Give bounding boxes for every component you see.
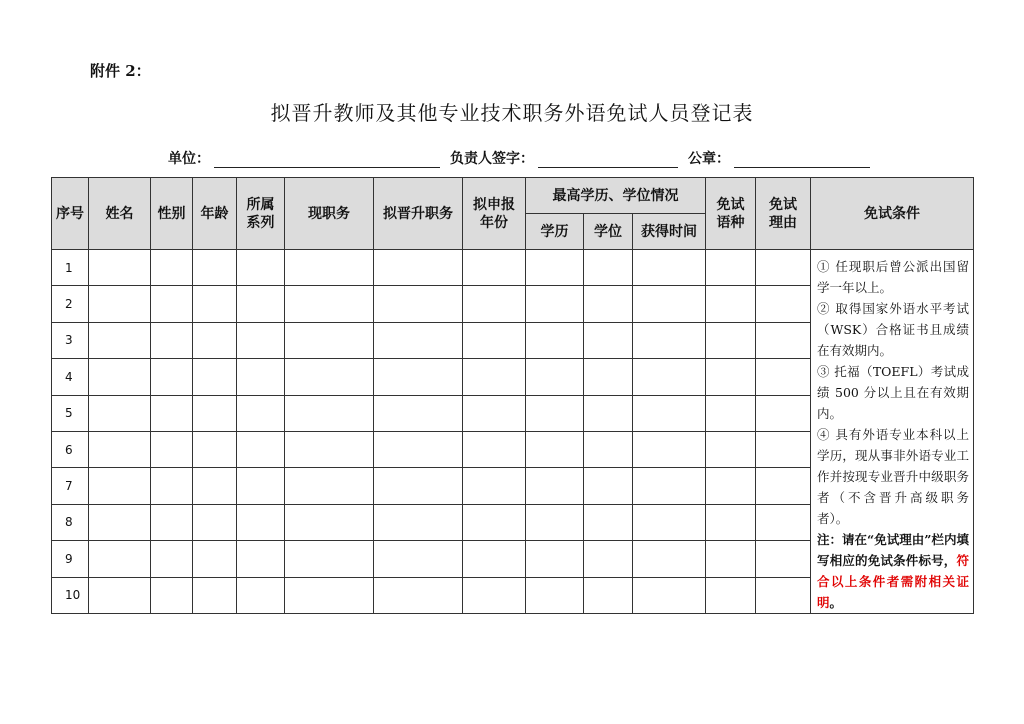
condition-1: ① 任现职后曾公派出国留学一年以上。 — [817, 259, 970, 295]
cell-target-post[interactable] — [374, 431, 463, 467]
cell-name[interactable] — [89, 541, 151, 577]
cell-target-post[interactable] — [374, 322, 463, 358]
cell-exempt-lang[interactable] — [706, 468, 756, 504]
cell-exempt-reason[interactable] — [756, 359, 811, 395]
cell-current-post[interactable] — [285, 431, 374, 467]
registration-table — [51, 177, 974, 614]
cell-dept[interactable] — [237, 504, 285, 540]
cell-exempt-reason[interactable] — [756, 250, 811, 286]
row-number: 1 — [52, 250, 89, 286]
cell-current-post[interactable] — [285, 359, 374, 395]
cell-age[interactable] — [193, 541, 237, 577]
row-number: 6 — [52, 431, 89, 467]
header-seq: 序号 — [52, 178, 89, 250]
cell-dept[interactable] — [237, 286, 285, 322]
cell-degree[interactable] — [584, 250, 633, 286]
cell-name[interactable] — [89, 395, 151, 431]
header-education: 学历 — [526, 214, 584, 250]
cell-exempt-reason[interactable] — [756, 577, 811, 613]
cell-name[interactable] — [89, 504, 151, 540]
cell-education[interactable] — [526, 504, 584, 540]
header-highest-edu: 最高学历、学位情况 — [526, 178, 706, 214]
header-name: 姓名 — [89, 178, 151, 250]
cell-apply-year[interactable] — [463, 250, 526, 286]
table-row — [52, 250, 974, 286]
header-age: 年龄 — [193, 178, 237, 250]
cell-target-post[interactable] — [374, 359, 463, 395]
cell-dept[interactable] — [237, 250, 285, 286]
cell-dept[interactable] — [237, 431, 285, 467]
cell-apply-year[interactable] — [463, 395, 526, 431]
seal-label: 公章： — [688, 151, 730, 167]
condition-3: ③ 托福（TOEFL）考试成绩 500 分以上且在有效期内。 — [817, 364, 970, 421]
cell-obtain-time[interactable] — [633, 431, 706, 467]
cell-obtain-time[interactable] — [633, 250, 706, 286]
cell-education[interactable] — [526, 577, 584, 613]
cell-name[interactable] — [89, 250, 151, 286]
seal-field[interactable] — [734, 153, 870, 168]
cell-dept[interactable] — [237, 395, 285, 431]
row-number: 2 — [52, 286, 89, 322]
row-number: 10 — [52, 577, 89, 613]
header-dept: 所属系列 — [237, 178, 285, 250]
cell-apply-year[interactable] — [463, 322, 526, 358]
cell-exempt-reason[interactable] — [756, 504, 811, 540]
cell-current-post[interactable] — [285, 541, 374, 577]
note-end: 。 — [829, 595, 843, 610]
cell-degree[interactable] — [584, 468, 633, 504]
cell-degree[interactable] — [584, 504, 633, 540]
cell-exempt-reason[interactable] — [756, 468, 811, 504]
cell-gender[interactable] — [151, 395, 193, 431]
cell-obtain-time[interactable] — [633, 359, 706, 395]
cell-education[interactable] — [526, 322, 584, 358]
cell-dept[interactable] — [237, 322, 285, 358]
cell-obtain-time[interactable] — [633, 468, 706, 504]
cell-exempt-reason[interactable] — [756, 286, 811, 322]
header-current-post: 现职务 — [285, 178, 374, 250]
cell-target-post[interactable] — [374, 577, 463, 613]
cell-exempt-reason[interactable] — [756, 322, 811, 358]
attachment-label: 附件 2： — [90, 62, 151, 80]
cell-degree[interactable] — [584, 541, 633, 577]
cell-name[interactable] — [89, 286, 151, 322]
header-target-post: 拟晋升职务 — [374, 178, 463, 250]
cell-gender[interactable] — [151, 577, 193, 613]
row-number: 8 — [52, 504, 89, 540]
cell-education[interactable] — [526, 250, 584, 286]
cell-dept[interactable] — [237, 468, 285, 504]
header-exempt-reason: 免试理由 — [756, 178, 811, 250]
cell-gender[interactable] — [151, 468, 193, 504]
cell-dept[interactable] — [237, 359, 285, 395]
cell-target-post[interactable] — [374, 395, 463, 431]
cell-dept[interactable] — [237, 541, 285, 577]
header-exempt-conditions: 免试条件 — [811, 178, 974, 250]
cell-target-post[interactable] — [374, 468, 463, 504]
cell-exempt-reason[interactable] — [756, 395, 811, 431]
condition-4: ④ 具有外语专业本科以上学历，现从事非外语专业工作并按现专业晋升中级职务者（不含晋升高级职务者）。 — [817, 427, 970, 526]
cell-name[interactable] — [89, 468, 151, 504]
cell-dept[interactable] — [237, 577, 285, 613]
condition-2: ② 取得国家外语水平考试（WSK）合格证书且成绩在有效期内。 — [817, 301, 970, 358]
cell-age[interactable] — [193, 577, 237, 613]
exempt-conditions-text — [811, 250, 974, 614]
cell-current-post[interactable] — [285, 468, 374, 504]
cell-exempt-lang[interactable] — [706, 395, 756, 431]
cell-obtain-time[interactable] — [633, 322, 706, 358]
cell-gender[interactable] — [151, 431, 193, 467]
cell-exempt-lang[interactable] — [706, 286, 756, 322]
cell-apply-year[interactable] — [463, 286, 526, 322]
cell-age[interactable] — [193, 395, 237, 431]
cell-obtain-time[interactable] — [633, 395, 706, 431]
row-number: 9 — [52, 541, 89, 577]
cell-gender[interactable] — [151, 541, 193, 577]
cell-exempt-lang[interactable] — [706, 250, 756, 286]
cell-gender[interactable] — [151, 250, 193, 286]
cell-degree[interactable] — [584, 359, 633, 395]
note-prefix: 注：请在“免试理由”栏内填写相应的免试条件标号， — [817, 532, 970, 568]
cell-apply-year[interactable] — [463, 431, 526, 467]
header-obtain-time: 获得时间 — [633, 214, 706, 250]
cell-apply-year[interactable] — [463, 504, 526, 540]
cell-gender[interactable] — [151, 504, 193, 540]
cell-degree[interactable] — [584, 431, 633, 467]
cell-exempt-lang[interactable] — [706, 322, 756, 358]
page-title: 拟晋升教师及其他专业技术职务外语免试人员登记表 — [270, 101, 754, 125]
cell-education[interactable] — [526, 286, 584, 322]
cell-apply-year[interactable] — [463, 468, 526, 504]
cell-education[interactable] — [526, 468, 584, 504]
cell-exempt-lang[interactable] — [706, 577, 756, 613]
cell-current-post[interactable] — [285, 250, 374, 286]
note-red: 符合以上条件者需附相关证明 — [817, 553, 970, 610]
cell-name[interactable] — [89, 431, 151, 467]
cell-education[interactable] — [526, 395, 584, 431]
cell-target-post[interactable] — [374, 286, 463, 322]
cell-apply-year[interactable] — [463, 541, 526, 577]
cell-current-post[interactable] — [285, 322, 374, 358]
cell-exempt-lang[interactable] — [706, 504, 756, 540]
cell-target-post[interactable] — [374, 504, 463, 540]
unit-field[interactable] — [214, 153, 440, 168]
cell-current-post[interactable] — [285, 395, 374, 431]
cell-name[interactable] — [89, 359, 151, 395]
signature-line — [168, 148, 880, 168]
cell-education[interactable] — [526, 359, 584, 395]
row-number: 4 — [52, 359, 89, 395]
cell-exempt-lang[interactable] — [706, 541, 756, 577]
cell-current-post[interactable] — [285, 504, 374, 540]
cell-obtain-time[interactable] — [633, 286, 706, 322]
row-number: 3 — [52, 322, 89, 358]
header-exempt-lang: 免试语种 — [706, 178, 756, 250]
unit-label: 单位： — [168, 151, 210, 167]
header-apply-year: 拟申报年份 — [463, 178, 526, 250]
cell-exempt-reason[interactable] — [756, 431, 811, 467]
cell-gender[interactable] — [151, 322, 193, 358]
cell-degree[interactable] — [584, 577, 633, 613]
cell-degree[interactable] — [584, 322, 633, 358]
cell-age[interactable] — [193, 468, 237, 504]
cell-current-post[interactable] — [285, 577, 374, 613]
cell-obtain-time[interactable] — [633, 504, 706, 540]
responsible-label: 负责人签字： — [450, 151, 534, 167]
cell-degree[interactable] — [584, 395, 633, 431]
cell-age[interactable] — [193, 322, 237, 358]
cell-age[interactable] — [193, 359, 237, 395]
cell-target-post[interactable] — [374, 250, 463, 286]
cell-name[interactable] — [89, 577, 151, 613]
cell-age[interactable] — [193, 504, 237, 540]
cell-target-post[interactable] — [374, 541, 463, 577]
cell-apply-year[interactable] — [463, 577, 526, 613]
cell-exempt-reason[interactable] — [756, 541, 811, 577]
cell-age[interactable] — [193, 250, 237, 286]
row-number: 5 — [52, 395, 89, 431]
cell-exempt-lang[interactable] — [706, 431, 756, 467]
cell-gender[interactable] — [151, 286, 193, 322]
cell-education[interactable] — [526, 541, 584, 577]
cell-age[interactable] — [193, 431, 237, 467]
cell-name[interactable] — [89, 322, 151, 358]
header-gender: 性别 — [151, 178, 193, 250]
cell-degree[interactable] — [584, 286, 633, 322]
responsible-signature-field[interactable] — [538, 153, 678, 168]
cell-obtain-time[interactable] — [633, 577, 706, 613]
row-number: 7 — [52, 468, 89, 504]
note — [817, 529, 969, 613]
cell-gender[interactable] — [151, 359, 193, 395]
cell-obtain-time[interactable] — [633, 541, 706, 577]
cell-exempt-lang[interactable] — [706, 359, 756, 395]
cell-age[interactable] — [193, 286, 237, 322]
cell-current-post[interactable] — [285, 286, 374, 322]
cell-apply-year[interactable] — [463, 359, 526, 395]
cell-education[interactable] — [526, 431, 584, 467]
header-degree: 学位 — [584, 214, 633, 250]
